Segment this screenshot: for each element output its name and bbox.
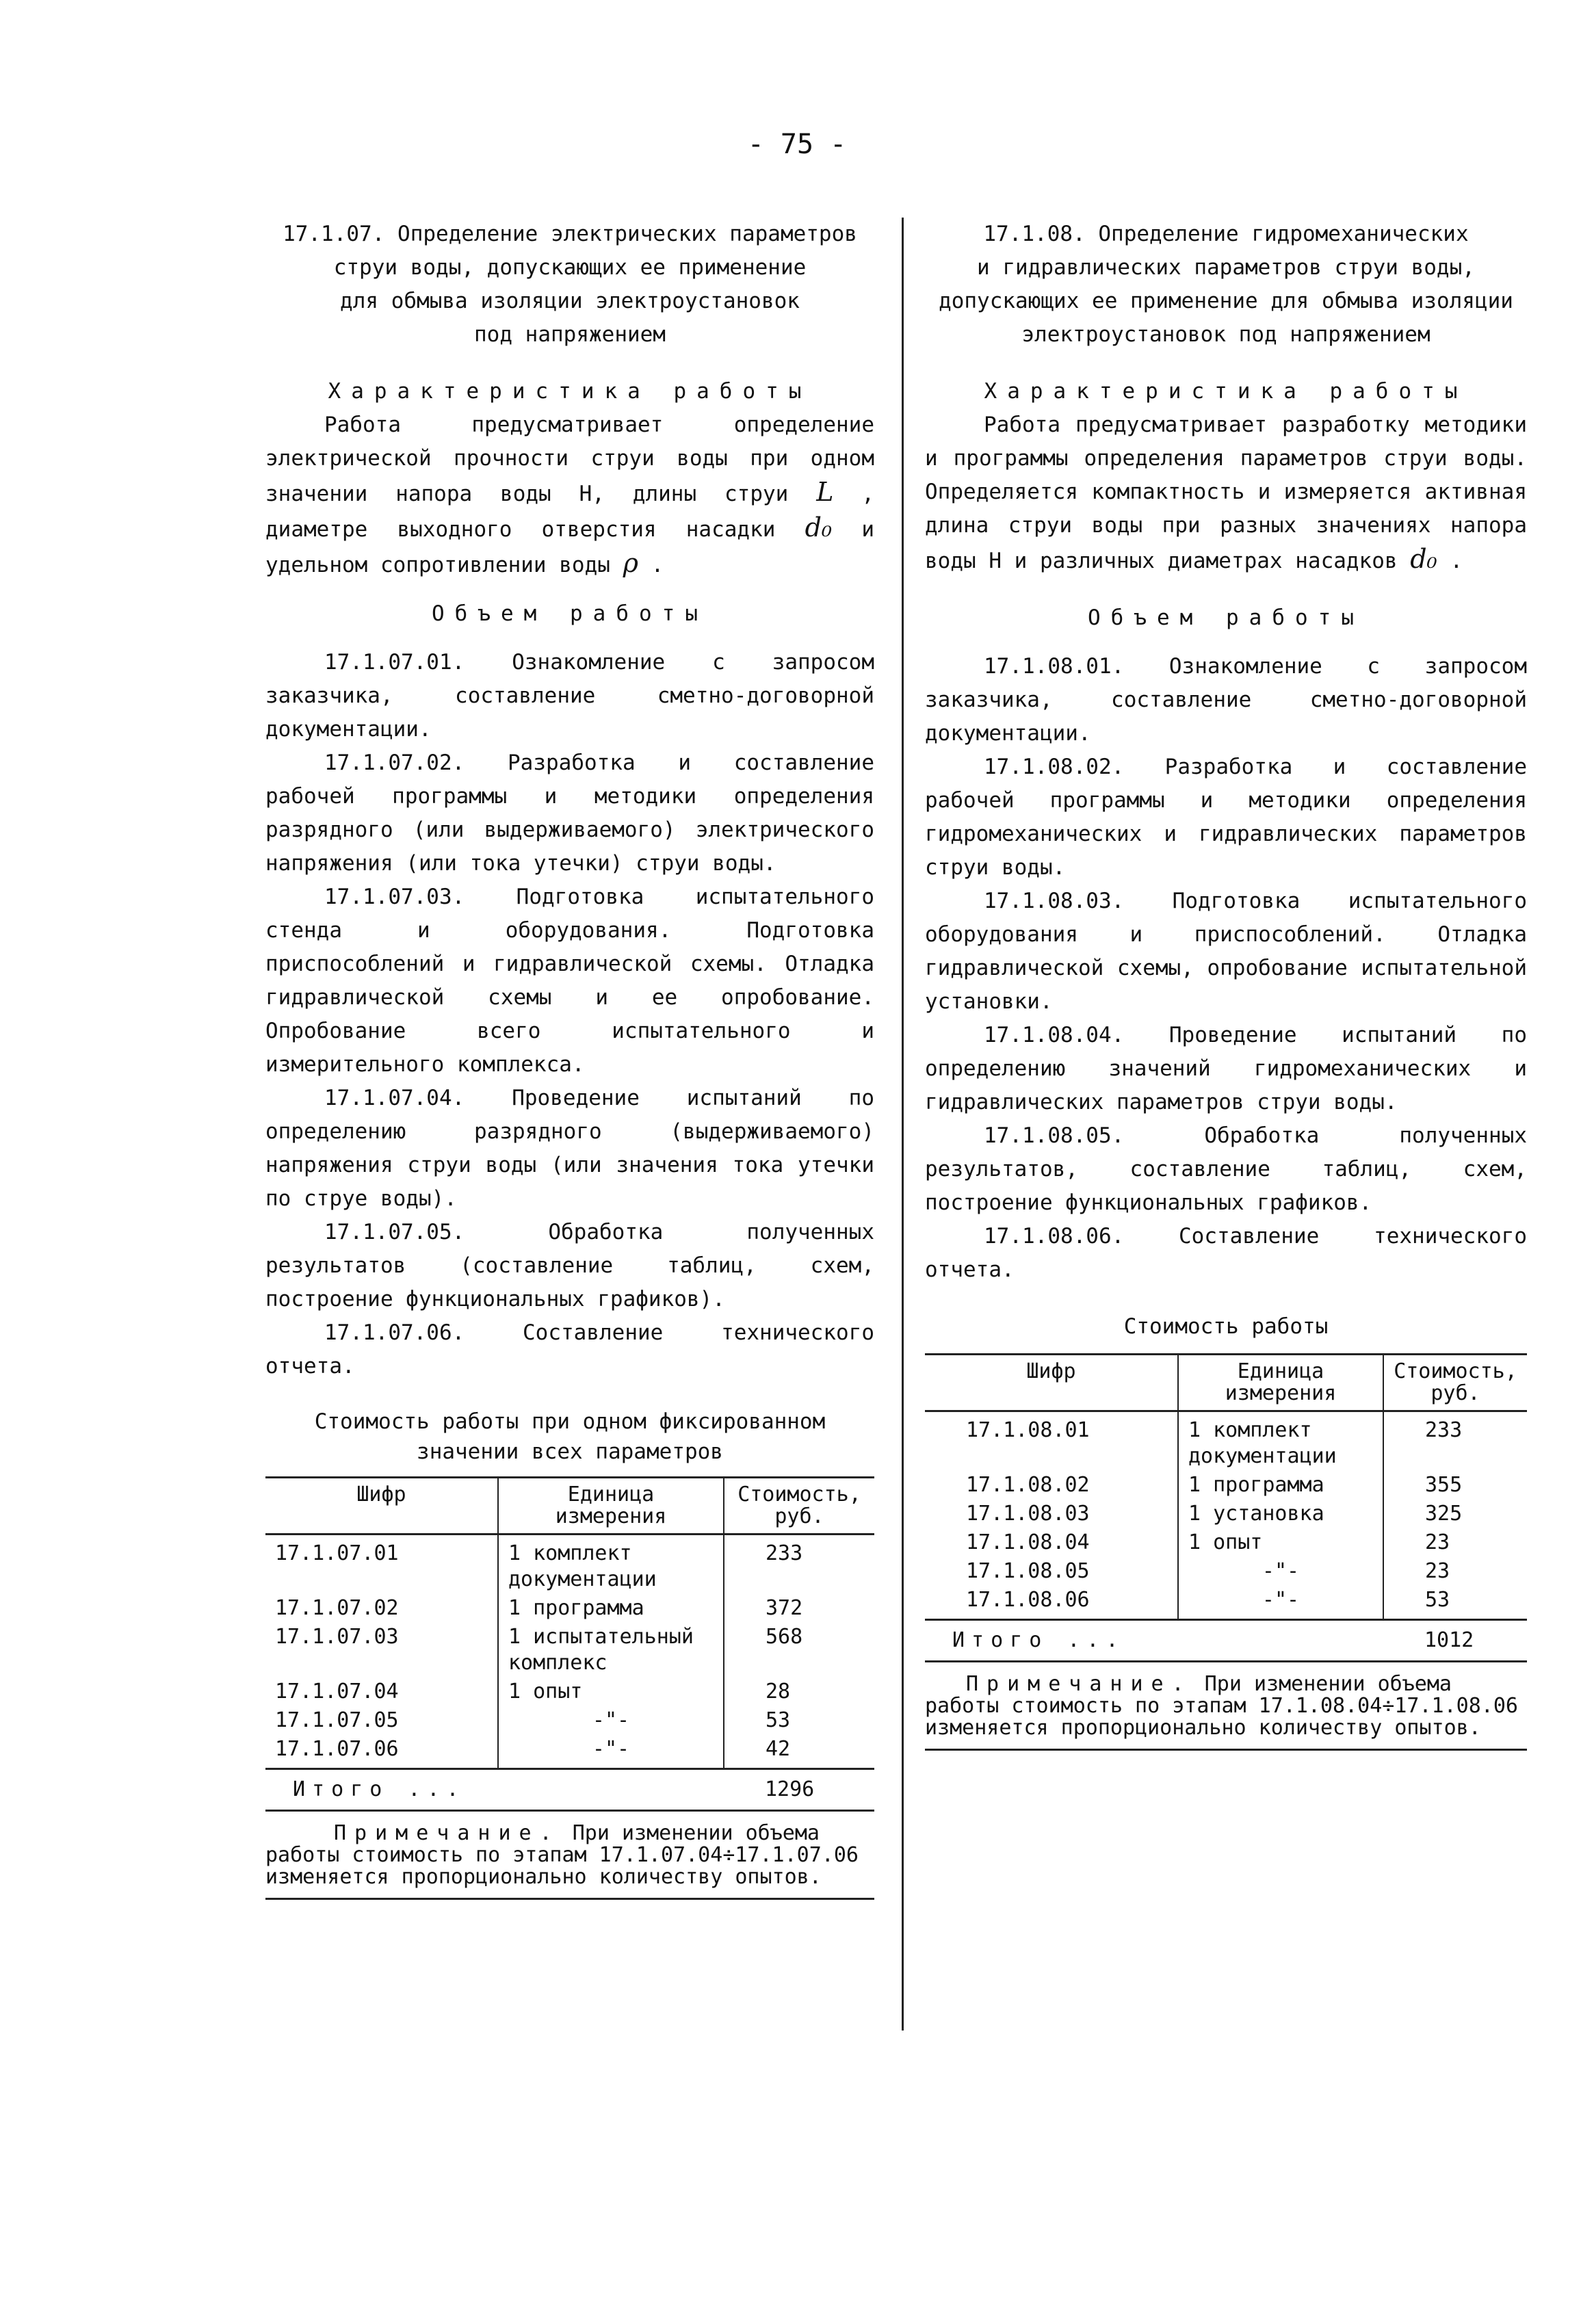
scope-item: 17.1.07.05. Обработка полученных результатов (составление таблиц, схем, построение функциональных графиков). bbox=[265, 1220, 874, 1311]
table-row: 17.1.07.03 1 испытательный комплекс 568 bbox=[265, 1623, 874, 1677]
scope-item: 17.1.08.06. Составление технического отчета. bbox=[925, 1224, 1527, 1282]
characteristic-heading: Характеристика работы bbox=[984, 379, 1468, 404]
table-row: 17.1.07.05 -"- 53 bbox=[265, 1706, 874, 1735]
symbol-L: L bbox=[816, 477, 834, 507]
table-total-row bbox=[265, 1769, 874, 1811]
symbol-rho: ρ bbox=[623, 548, 638, 578]
scope-item: 17.1.07.03. Подготовка испытательного стенда и оборудования. Подготовка приспособлений и гидравлической схемы. Отладка гидравлической схемы и ее опробование. Опробование всего испытательного и измерительного комплекса. bbox=[265, 885, 874, 1077]
scope-heading: Объем работы bbox=[1088, 605, 1364, 630]
header-cost: Стоимость, руб. bbox=[724, 1478, 874, 1535]
table-row: 17.1.07.04 1 опыт 28 bbox=[265, 1677, 874, 1706]
table-row: 17.1.07.06 -"- 42 bbox=[265, 1735, 874, 1769]
table-total-row bbox=[925, 1620, 1527, 1662]
scope-item: 17.1.07.01. Ознакомление с запросом заказчика, составление сметно-договорной документации. bbox=[265, 650, 874, 742]
scope-item: 17.1.07.02. Разработка и составление рабочей программы и методики определения разрядного (или выдерживаемого) электрического напряжения (или тока утечки) струи воды. bbox=[265, 750, 874, 876]
table-row: 17.1.08.01 1 комплект документации 233 bbox=[925, 1411, 1527, 1472]
header-unit: Единица измерения bbox=[1178, 1355, 1383, 1411]
total-value: 1296 bbox=[724, 1769, 874, 1811]
scope-item: 17.1.08.01. Ознакомление с запросом заказчика, составление сметно-договорной документации. bbox=[925, 654, 1527, 746]
column-divider bbox=[902, 218, 904, 2031]
characteristic-heading: Характеристика работы bbox=[328, 379, 812, 404]
title-line: электроустановок под напряжением bbox=[1021, 322, 1430, 347]
table-row: 17.1.08.04 1 опыт 23 bbox=[925, 1528, 1527, 1557]
section-title bbox=[925, 218, 1527, 352]
right-column bbox=[925, 218, 1527, 1751]
header-code: Шифр bbox=[925, 1355, 1178, 1411]
section-title bbox=[265, 218, 874, 352]
header-code: Шифр bbox=[265, 1478, 498, 1535]
scope-item: 17.1.08.04. Проведение испытаний по определению значений гидромеханических и гидравлических параметров струи воды. bbox=[925, 1023, 1527, 1114]
scope-item: 17.1.07.04. Проведение испытаний по определению разрядного (выдерживаемого) напряжения струи воды (или значения тока утечки по струе воды). bbox=[265, 1086, 874, 1211]
symbol-d0: d₀ bbox=[1410, 544, 1437, 574]
table-note: Примечание. При изменении объема работы стоимость по этапам 17.1.07.04÷17.1.07.06 изменяется пропорционально количеству опытов. bbox=[265, 1823, 874, 1900]
table-caption: Стоимость работы при одном фиксированном значении всех параметров bbox=[314, 1409, 826, 1464]
total-value: 1012 bbox=[1383, 1620, 1527, 1662]
scope-item: 17.1.08.05. Обработка полученных результатов, составление таблиц, схем, построение функциональных графиков. bbox=[925, 1123, 1527, 1215]
symbol-d0: d₀ bbox=[805, 512, 833, 543]
table-row: 17.1.08.05 -"- 23 bbox=[925, 1557, 1527, 1586]
left-column bbox=[265, 218, 874, 1900]
table-header-row bbox=[925, 1355, 1527, 1411]
table-row: 17.1.08.06 -"- 53 bbox=[925, 1586, 1527, 1620]
title-line: струи воды, допускающих ее применение bbox=[333, 255, 807, 280]
header-unit: Единица измерения bbox=[498, 1478, 724, 1535]
table-caption: Стоимость работы bbox=[1123, 1314, 1329, 1339]
scope-heading: Объем работы bbox=[432, 601, 708, 626]
table-row: 17.1.08.03 1 установка 325 bbox=[925, 1500, 1527, 1528]
scope-item: 17.1.07.06. Составление технического отчета. bbox=[265, 1320, 874, 1379]
table-header-row bbox=[265, 1478, 874, 1535]
scope-item: 17.1.08.02. Разработка и составление рабочей программы и методики определения гидромеханических и гидравлических параметров струи воды. bbox=[925, 755, 1527, 880]
cost-table bbox=[265, 1476, 874, 1812]
title-line: для обмыва изоляции электроустановок bbox=[340, 289, 800, 313]
table-row: 17.1.07.01 1 комплект документации 233 bbox=[265, 1535, 874, 1595]
work-description: Работа предусматривает определение электрической прочности струи воды при одном значении напора воды H, длины струи L , диаметре выходного отверстия насадки d₀ и удельном сопротивлении воды ρ . bbox=[265, 413, 874, 578]
scope-item: 17.1.08.03. Подготовка испытательного оборудования и приспособлений. Отладка гидравлической схемы, опробование испытательной установки. bbox=[925, 889, 1527, 1014]
total-label: Итого ... bbox=[265, 1769, 724, 1811]
table-note: Примечание. При изменении объема работы стоимость по этапам 17.1.08.04÷17.1.08.06 изменяется пропорционально количеству опытов. bbox=[925, 1673, 1527, 1751]
work-description: Работа предусматривает разработку методики и программы определения параметров струи воды. Определяется компактность и измеряется активная длина струи воды при разных значениях напора воды H и различных диаметрах насадков d₀ . bbox=[925, 413, 1527, 574]
header-cost: Стоимость, руб. bbox=[1383, 1355, 1527, 1411]
table-row: 17.1.07.02 1 программа 372 bbox=[265, 1594, 874, 1623]
table-row: 17.1.08.02 1 программа 355 bbox=[925, 1471, 1527, 1500]
title-line: 17.1.07. Определение электрических параметров bbox=[283, 222, 857, 246]
title-line: под напряжением bbox=[474, 322, 666, 347]
title-line: допускающих ее применение для обмыва изоляции bbox=[939, 289, 1513, 313]
title-line: 17.1.08. Определение гидромеханических bbox=[983, 222, 1469, 246]
title-line: и гидравлических параметров струи воды, bbox=[977, 255, 1475, 280]
page-number: - 75 - bbox=[747, 129, 847, 160]
cost-table bbox=[925, 1353, 1527, 1662]
total-label: Итого ... bbox=[925, 1620, 1383, 1662]
